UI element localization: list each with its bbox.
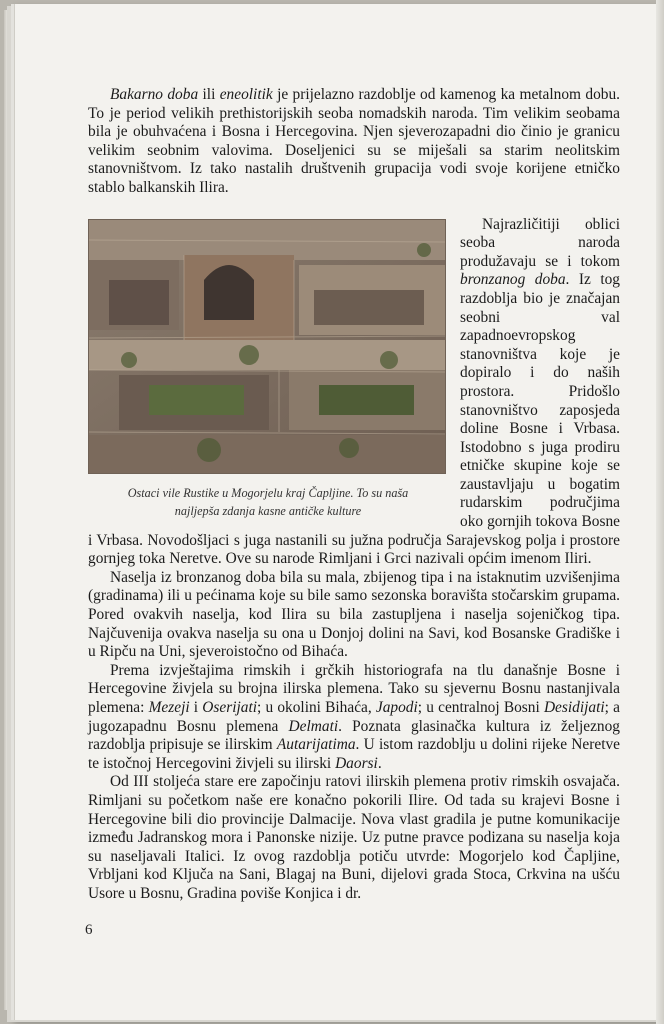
page-content	[88, 86, 620, 904]
text-run: ; u centralnoj Bosni	[417, 699, 544, 716]
text-run: i	[189, 699, 203, 716]
term-bronzanog-doba: bronzanog doba	[460, 271, 566, 289]
page-gutter	[656, 0, 664, 1024]
figure	[88, 219, 448, 520]
figure-and-paragraph-bronze-age	[88, 216, 620, 569]
page-stack-edge	[4, 10, 14, 1010]
figure-caption	[88, 484, 448, 520]
text-run: Najrazličitiji oblici seoba naroda produžavaju se i tokom	[460, 215, 620, 270]
text-run: ili	[198, 86, 220, 103]
caption-line-2: najljepša zdanja kasne antičke kulture	[174, 503, 362, 518]
text-run: . Poznata glasinačka kultura iz željeznog razdoblja pripisuje se ilirskim	[88, 717, 621, 754]
paragraph-copper-age	[88, 86, 620, 198]
caption-line-1: Ostaci vile Rustike u Mogorjelu kraj Čapljine. To su naša	[127, 485, 409, 500]
text-run: je prijelazno razdoblje od kamenog ka metalnom dobu. To je period velikih prethistorijskih seoba nomadskih naroda. Tim velikim seobama bila je obuhvaćena i Bosna i Hercegovina. Njen sjeverozapadni dio činio je granicu velikim seobnim valovima. Doseljenici su se miješali sa starim neolitskim stanovništvom. Iz tako nastalih društvenih grupacija vodi svoje korijene etničko stablo balkanskih Ilira.	[88, 86, 621, 196]
tribe-oserijati: Oserijati	[202, 699, 257, 716]
page-number: 6	[85, 922, 93, 938]
tribe-autarijati: Autarijatima	[276, 736, 356, 754]
text-run: . Iz tog razdoblja bio je značajan seobni val zapadnoevropskog stanovništva koje je dopiralo i do naših prostora. Pridošlo stanovništvo zaposjeda doline Bosne i Vrbasa. Istodobno s juga prodiru etničke skupine koje se zaustavljaju u bogatim rudarskim područjima oko gornjih tokova Bosne i Vrbasa. Novodošljaci s juga nastanili su južna područja Sarajevskog polja i prostore gornjeg toka Neretve. Ove su narode Rimljani i Grci nazivali općim imenom Iliri.	[88, 271, 620, 568]
tribe-mezeji: Mezeji	[148, 699, 190, 716]
text-run: .	[377, 754, 382, 772]
paragraph-settlements: Naselja iz bronzanog doba bila su mala, zbijenog tipa i na istaknutim uzvišenjima (gradinama) ili u pećinama koje su bile samo sezonska boravišta stočarskim grupama. Pored ovakvih naselja, kod Ilira su bila zastupljena i naselja sojeničkog tipa. Najčuvenija ovakva naselja su ona u Donjoj dolini na Savi, kod Bosanske Gradiške i u Ripču na Uni, sjeveroistočno od Bihaća.	[88, 568, 620, 661]
term-bakarno-doba: Bakarno doba	[110, 86, 199, 103]
paragraph-roman-conquest: Od III stoljeća stare ere započinju ratovi ilirskih plemena protiv rimskih osvajača. Rimljani su početkom naše ere konačno pokorili Ilire. Od tada su krajevi Bosne i Hercegovine bili dio provincije Dalmacije. Nova vlast gradila je putne komunikacije između Jadranskog mora i Panonske nizije. Uz putne pravce podizana su naselja koja su naseljavali Italici. Iz ovog razdoblja potiču utvrde: Mogorjelo kod Čapljine, Vrbljani kod Ključa na Sani, Blagaj na Buni, dijelovi grada Stoca, Crkvina na ušću Usore u Bosnu, Gradina poviše Konjica i dr.	[88, 773, 620, 902]
tribe-daorsi: Daorsi	[335, 754, 378, 772]
term-eneolitik: eneolitik	[219, 86, 273, 103]
tribe-japodi: Japodi	[375, 699, 418, 716]
text-run: ; u okolini Bihaća,	[257, 699, 376, 716]
paragraph-illyrian-tribes	[88, 662, 620, 774]
text-run: . U istom razdoblju u dolini rijeke Neretve te istočnoj Hercegovini živjeli su ilirski	[88, 736, 621, 772]
roman-villa-ruins-photo	[88, 219, 446, 474]
text-run: ; a jugozapadnu Bosnu plemena	[88, 699, 620, 735]
tribe-desidijati: Desidijati	[543, 699, 605, 716]
tribe-delmati: Delmati	[288, 717, 339, 735]
text-run: Prema izvještajima rimskih i grčkih historiografa na tlu današnje Bosne i Hercegovine živjela su brojna ilirska plemena. Tako su sjevernu Bosnu nastanjivala plemena:	[88, 661, 620, 716]
